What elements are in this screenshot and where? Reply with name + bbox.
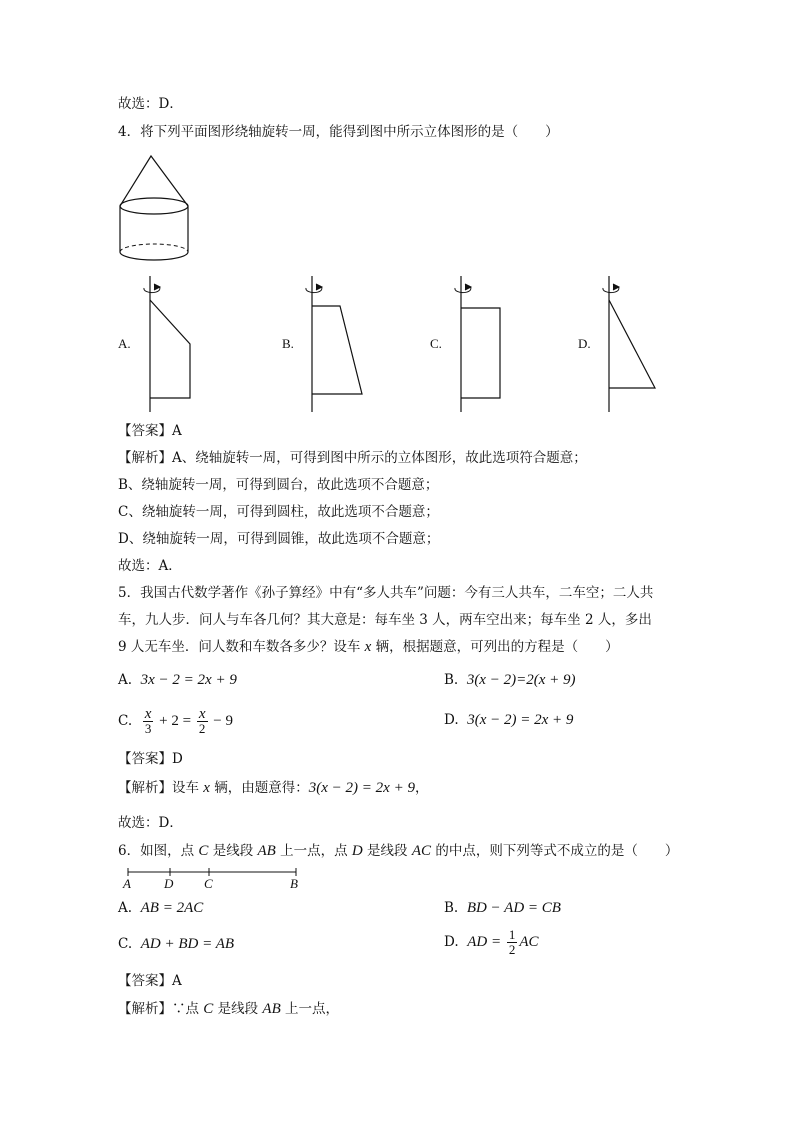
q5-option-d	[444, 710, 573, 730]
q5-option-c	[118, 707, 233, 736]
q4-explanation-1: 【解析】A、绕轴旋转一周，可得到图中所示的立体图形，故此选项符合题意；	[118, 450, 587, 466]
q6-option-c: C. AD + BD = AB	[118, 936, 235, 952]
q5-option-c-frac-right: $\frac{x}{2}$	[198, 706, 206, 736]
q5-final: 故选：D．	[118, 815, 183, 831]
point-c-label: C	[204, 876, 213, 891]
q4-answer: 【答案】A	[118, 423, 182, 439]
q5-stem-line-2: 车，九人步．问人与车各几何？其大意是：每车坐 3 人，两车空出来；每车坐 2 人，多出	[118, 612, 652, 628]
q5-option-c-mid: + 2 =	[155, 713, 195, 729]
q6-option-b-expr: BD − AD = CB	[466, 900, 561, 916]
q6-stem: 6．如图，点 C 是线段 AB 上一点，点 D 是线段 AC 的中点，则下列等式不成立的是（ ）	[118, 843, 679, 859]
q5-option-a	[118, 670, 237, 690]
q6-explanation: 【解析】∵点 C 是线段 AB 上一点，	[118, 1001, 340, 1017]
q6-option-d-left: AD =	[467, 934, 505, 950]
q5-exp-b: 辆，由题意得：	[209, 780, 309, 796]
q5-stem-3b: 辆，根据题意，可列出的方程是（ ）	[371, 639, 619, 655]
q4-explanation-3: C、绕轴旋转一周，可得到圆柱，故此选项不合题意；	[118, 504, 439, 520]
point-a-label: A	[123, 876, 131, 891]
q5-option-b-expr: 3(x − 2)=2(x + 9)	[466, 672, 576, 688]
q4-option-c-label: C.	[430, 336, 442, 351]
cone-cylinder-figure	[114, 150, 194, 266]
q4-explanation-2: B、绕轴旋转一周，可得到圆台，故此选项不合题意；	[118, 477, 439, 493]
q4-option-b-figure	[302, 274, 372, 414]
q6-option-a: A. AB = 2AC	[118, 900, 204, 916]
q6-answer: 【答案】A	[118, 973, 182, 989]
q6-option-a-expr: AB = 2AC	[140, 900, 204, 916]
point-b-label: B	[290, 876, 298, 891]
q4-option-a-label: A.	[118, 336, 131, 351]
q4-option-d-figure	[599, 274, 669, 414]
q5-solution-expr: 3(x − 2) = 2x + 9	[308, 780, 415, 796]
var-x: x	[203, 780, 210, 796]
q5-stem-3a: 9 人无车坐．问人数和车数各多少？设车	[118, 639, 365, 655]
q4-option-c-figure	[451, 274, 511, 414]
q5-option-b	[444, 670, 575, 690]
q5-option-c-frac-left: $\frac{x}{3}$	[144, 706, 152, 736]
q5-option-c-label: C.	[118, 713, 133, 729]
var-x: x	[364, 639, 372, 655]
q4-final: 故选：A．	[118, 558, 182, 574]
q5-stem-line-1: 5．我国古代数学著作《孙子算经》中有“多人共车”问题：今有三人共车，二车空；二人共	[118, 585, 654, 601]
q5-answer: 【答案】D	[118, 751, 183, 767]
q6-option-d-right: AC	[519, 934, 539, 950]
q5-option-b-label: B.	[444, 672, 459, 688]
segment-figure	[118, 864, 308, 884]
q5-option-d-label: D.	[444, 712, 459, 728]
q5-option-c-tail: − 9	[209, 713, 233, 729]
q6-option-b: B. BD − AD = CB	[444, 900, 561, 916]
q5-stem-line-3	[118, 637, 619, 657]
question-4-stem: 4．将下列平面图形绕轴旋转一周，能得到图中所示立体图形的是（ ）	[118, 124, 559, 140]
q5-option-a-expr: 3x − 2 = 2x + 9	[140, 672, 237, 688]
q6-option-d-frac: $\frac{1}{2}$	[508, 927, 516, 957]
q4-explanation-4: D、绕轴旋转一周，可得到圆锥，故此选项不合题意；	[118, 531, 440, 547]
q6-option-d: D. AD = $\frac{1}{2}$ AC	[444, 927, 539, 957]
q4-option-b-label: B.	[282, 336, 294, 351]
previous-answer-final: 故选：D．	[118, 96, 183, 112]
q4-option-a-figure	[140, 274, 200, 414]
q6-option-c-expr: AD + BD = AB	[140, 936, 235, 952]
q5-option-d-expr: 3(x − 2) = 2x + 9	[467, 712, 574, 728]
q4-option-d-label: D.	[578, 336, 591, 351]
q5-option-a-label: A.	[118, 672, 133, 688]
point-d-label: D	[164, 876, 174, 891]
q5-exp-a: 【解析】设车	[118, 780, 204, 796]
q5-explanation: 【解析】设车 x 辆，由题意得：3(x − 2) = 2x + 9，	[118, 780, 429, 796]
